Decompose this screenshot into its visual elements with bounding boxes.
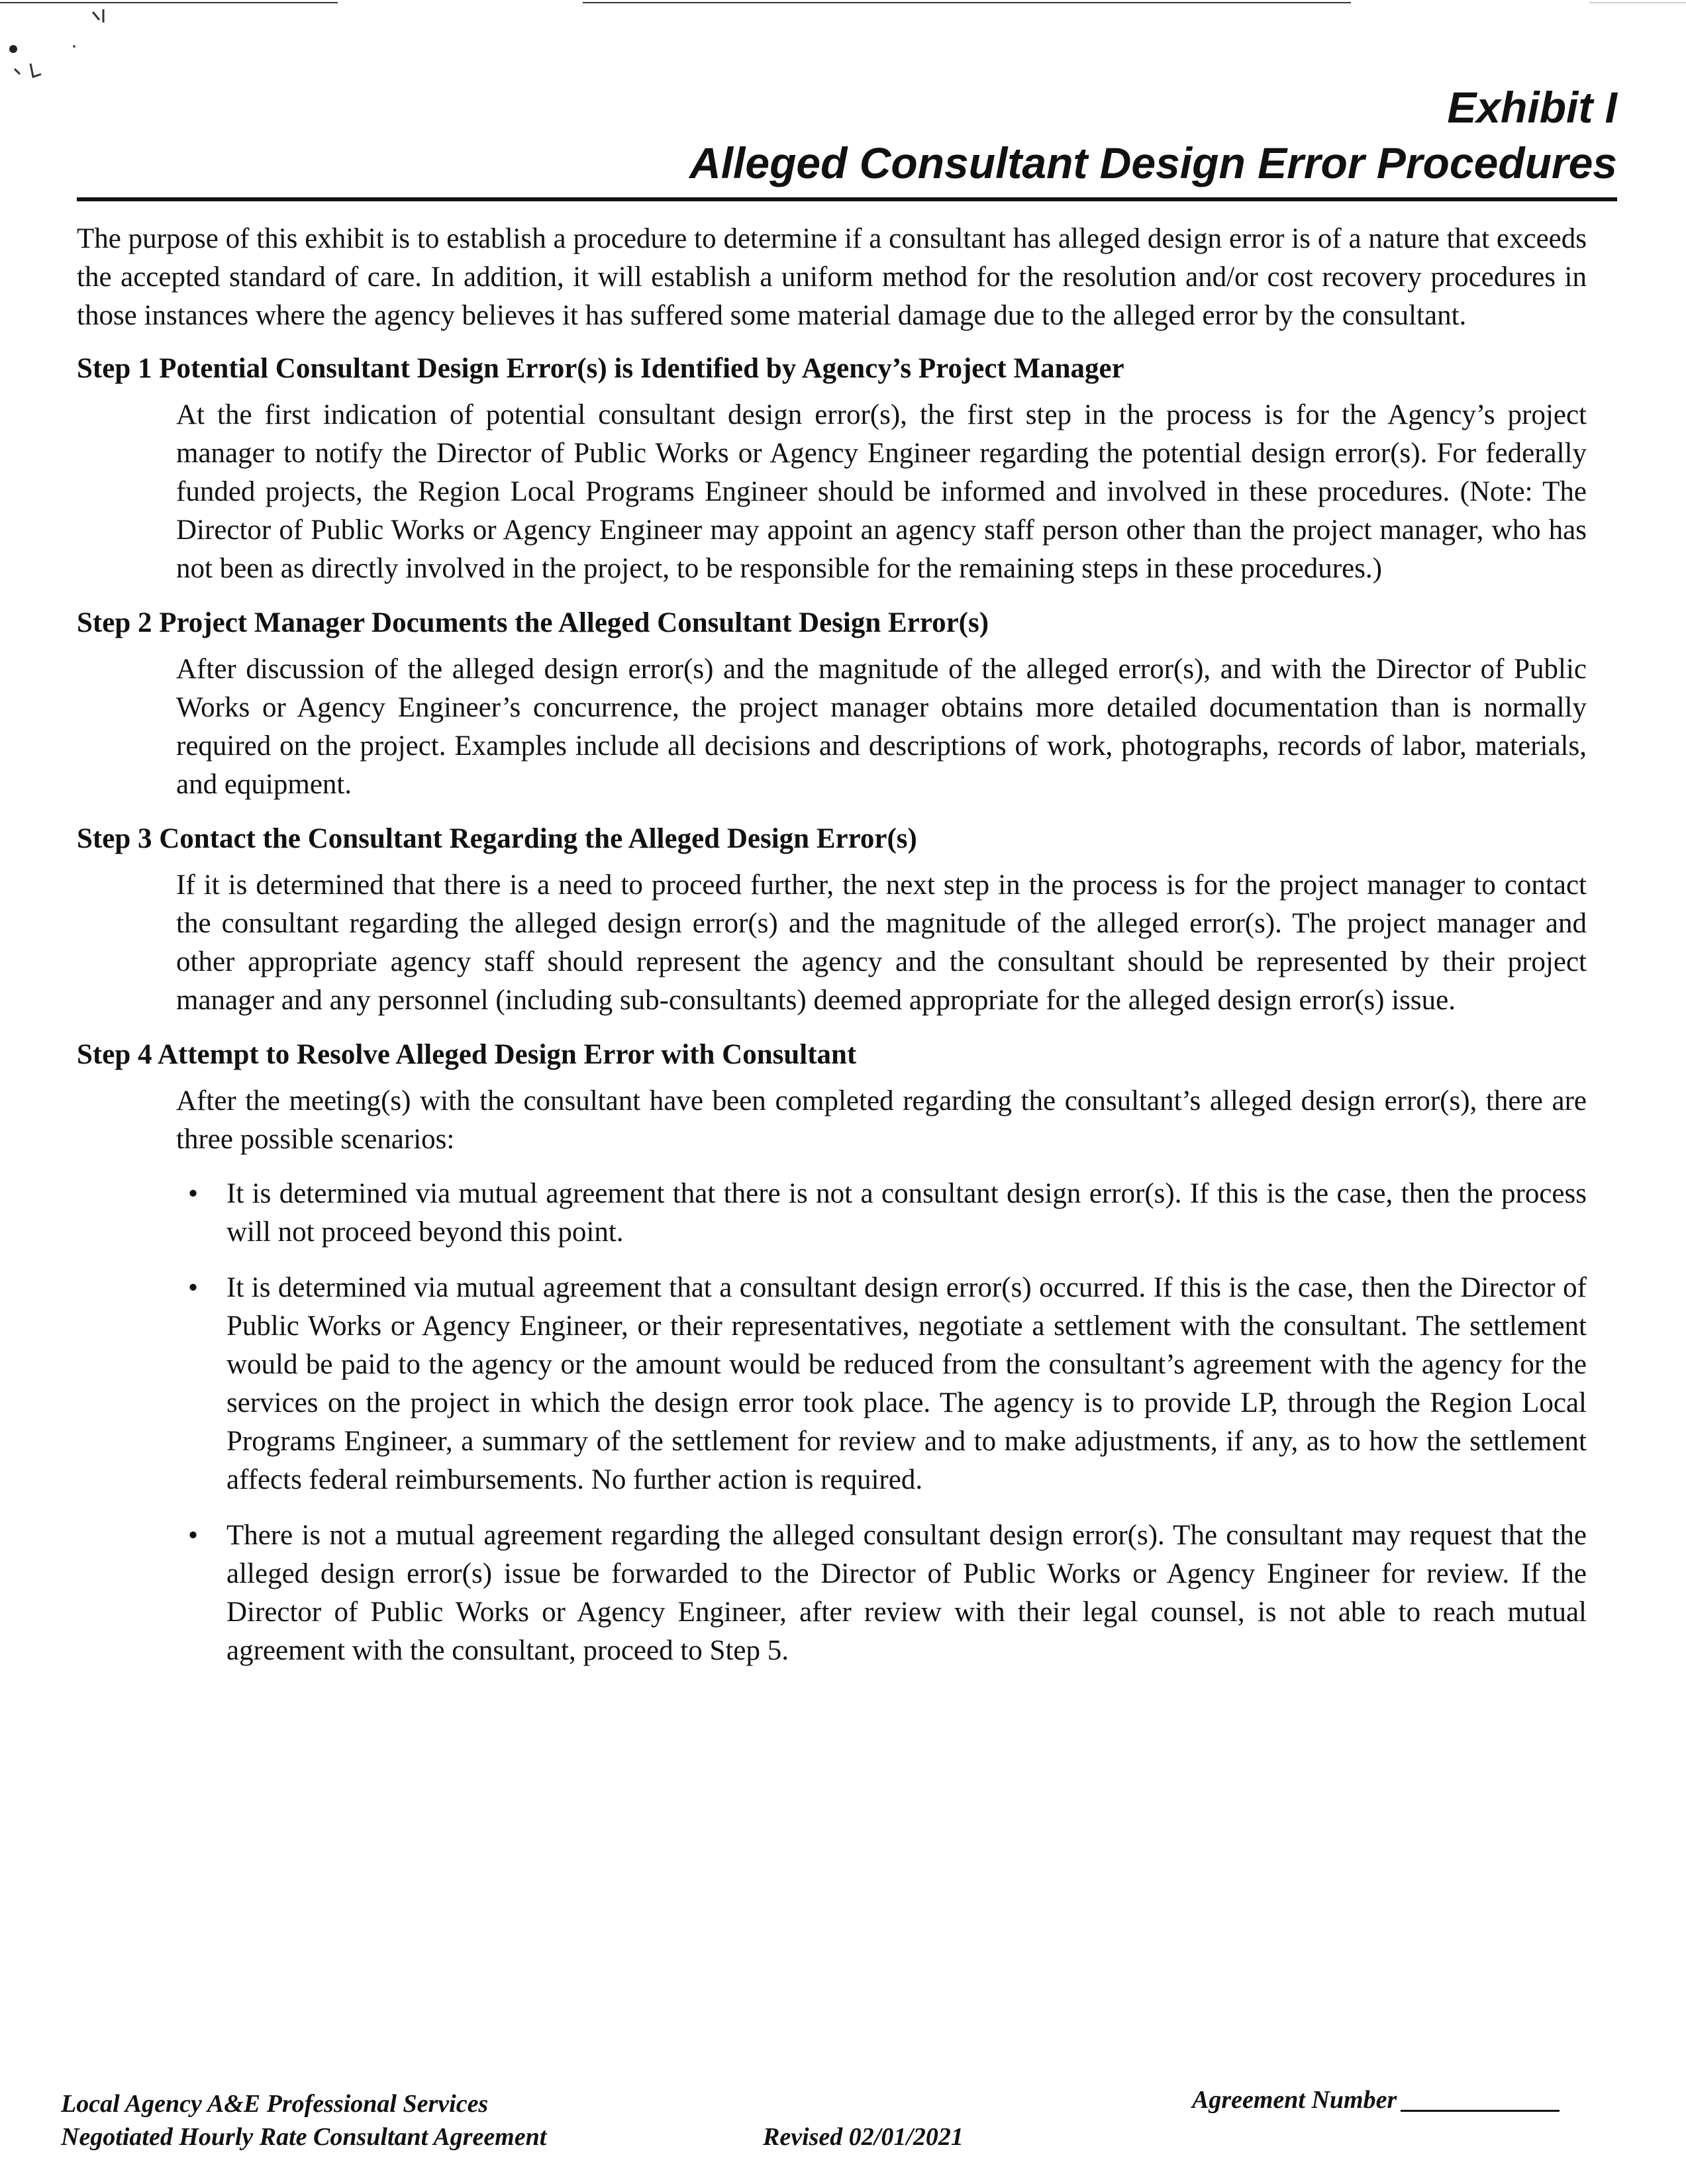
document-header bbox=[77, 79, 1617, 191]
step-3-heading: Step 3 Contact the Consultant Regarding the Alleged Design Error(s) bbox=[77, 823, 917, 854]
agreement-number-blank bbox=[1401, 2110, 1560, 2112]
step-2-body: After discussion of the alleged design error(s) and the magnitude of the alleged error(s), and with the Director of Public Works or Agency Engineer’s concurrence, the project manager obtains more detailed documentation than is normally required on the project. Examples include all decisions and descriptions of work, photographs, records of labor, materials, and equipment. bbox=[176, 654, 1587, 800]
footer-line-1: Local Agency A&E Professional Services bbox=[61, 2090, 489, 2118]
scenario-list bbox=[176, 1175, 1587, 1670]
scenario-text: There is not a mutual agreement regarding the alleged consultant design error(s). The consultant may request that the alleged design error(s) issue be forwarded to the Director of Public Works or Agency Engineer for review. If the Director of Public Works or Agency Engineer, after review with their legal counsel, is not able to reach mutual agreement with the consultant, proceed to Step 5. bbox=[226, 1520, 1587, 1666]
exhibit-subtitle: Alleged Consultant Design Error Procedures bbox=[689, 138, 1617, 187]
document-footer bbox=[0, 2079, 1686, 2152]
scenario-text: It is determined via mutual agreement that a consultant design error(s) occurred. If this is the case, then the Director of Public Works or Agency Engineer, or their representatives, negotiate a settlement with the consultant. The settlement would be paid to the agency or the amount would be reduced from the consultant’s agreement with the agency for the services on the project in which the design error took place. The agency is to provide LP, through the Region Local Programs Engineer, a summary of the settlement for review and to make adjustments, if any, as to how the settlement affects federal reimbursements. No further action is required. bbox=[226, 1272, 1587, 1495]
list-item bbox=[176, 1269, 1587, 1499]
bullet-icon: • bbox=[188, 1272, 199, 1303]
intro-paragraph: The purpose of this exhibit is to establish a procedure to determine if a consultant has alleged design error is of a nature that exceeds the accepted standard of care. In addition, it will establish a uniform method for the resolution and/or cost recovery procedures in those instances where the agency believes it has suffered some material damage due to the alleged error by the consultant. bbox=[77, 223, 1587, 331]
step-1-section bbox=[77, 350, 1587, 588]
footer-revised-date: Revised 02/01/2021 bbox=[763, 2123, 964, 2151]
header-rule bbox=[77, 197, 1617, 201]
step-4-section bbox=[77, 1036, 1587, 1670]
step-1-body: At the first indication of potential consultant design error(s), the first step in the process is for the Agency’s project manager to notify the Director of Public Works or Agency Engineer regarding the potential design error(s). For federally funded projects, the Region Local Programs Engineer should be informed and involved in these procedures. (Note: The Director of Public Works or Agency Engineer may appoint an agency staff person other than the project manager, who has not been as directly involved in the project, to be responsible for the remaining steps in these procedures.) bbox=[176, 399, 1587, 584]
step-2-section bbox=[77, 604, 1587, 804]
footer-agreement-number bbox=[1192, 2083, 1560, 2116]
step-2-heading: Step 2 Project Manager Documents the Alleged Consultant Design Error(s) bbox=[77, 607, 989, 638]
step-3-section bbox=[77, 820, 1587, 1020]
step-1-heading: Step 1 Potential Consultant Design Error(s) is Identified by Agency’s Project Manager bbox=[77, 353, 1124, 384]
document-body bbox=[77, 220, 1587, 1687]
step-4-body: After the meeting(s) with the consultant have been completed regarding the consultant’s alleged design error(s), there are three possible scenarios: bbox=[176, 1085, 1587, 1155]
agreement-number-label: Agreement Number bbox=[1192, 2086, 1397, 2114]
footer-line-2: Negotiated Hourly Rate Consultant Agreement bbox=[61, 2123, 547, 2151]
scenario-text: It is determined via mutual agreement that there is not a consultant design error(s). If this is the case, then the process will not proceed beyond this point. bbox=[226, 1178, 1587, 1248]
list-item bbox=[176, 1516, 1587, 1670]
exhibit-title: Exhibit I bbox=[1447, 83, 1617, 132]
bullet-icon: • bbox=[188, 1520, 199, 1551]
scan-artifacts bbox=[0, 0, 1686, 93]
bullet-icon: • bbox=[188, 1178, 199, 1209]
step-3-body: If it is determined that there is a need to proceed further, the next step in the process is for the project manager to contact the consultant regarding the alleged design error(s) and the magnitude of the alleged error(s). The project manager and other appropriate agency staff should represent the agency and the consultant should be represented by their project manager and any personnel (including sub-consultants) deemed appropriate for the alleged design error(s) issue. bbox=[176, 869, 1587, 1016]
footer-agreement-type bbox=[61, 2087, 546, 2154]
list-item bbox=[176, 1175, 1587, 1252]
step-4-heading: Step 4 Attempt to Resolve Alleged Design Error with Consultant bbox=[77, 1039, 857, 1070]
